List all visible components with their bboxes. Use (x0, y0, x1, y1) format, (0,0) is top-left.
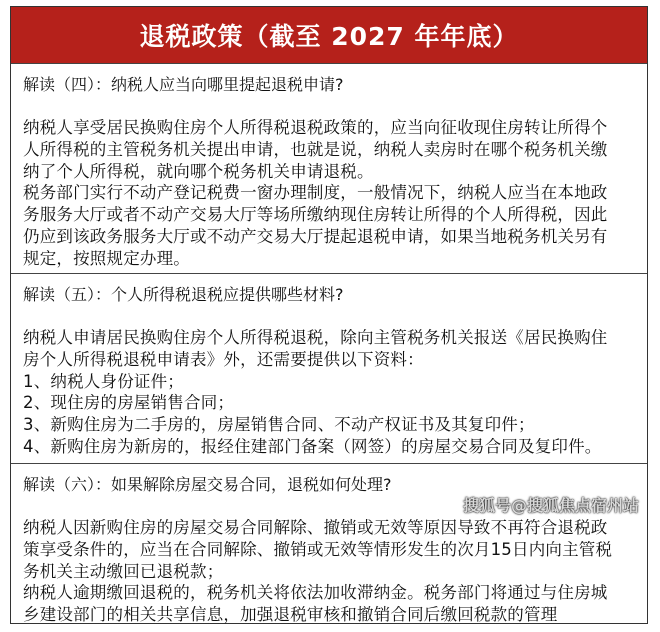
body-line: 纳了个人所得税，就向哪个税务机关申请退税。 (23, 161, 374, 181)
section-question: 解读（六）：如果解除房屋交易合同，退税如何处理? (23, 475, 392, 494)
section-4 (11, 63, 647, 273)
body-line: 纳税人逾期缴回退税的，税务机关将依法加收滞纳金。税务部门将通过与住房城 (23, 583, 608, 603)
section-body (23, 517, 647, 626)
body-line: 2、现住房的房屋销售合同； (23, 393, 235, 413)
body-line: 纳税人因新购住房的房屋交易合同解除、撤销或无效等原因导致不再符合退税政 (23, 518, 608, 537)
body-line: 规定，按照规定办理。 (23, 248, 190, 268)
body-line: 1、纳税人身份证件； (23, 371, 184, 391)
body-line: 策享受条件的，应当在合同解除、撤销或无效等情形发生的次月15日内向主管税 (23, 539, 613, 559)
section-body (23, 327, 647, 458)
body-line: 3、新购住房为二手房的，房屋销售合同、不动产权证书及其复印件； (23, 415, 535, 435)
section-question: 解读（四）：纳税人应当向哪里提起退税申请? (23, 75, 344, 94)
body-line: 人所得税的主管税务机关提出申请，也就是说，纳税人卖房时在哪个税务机关缴 (23, 139, 608, 159)
policy-card (10, 6, 648, 624)
body-line: 4、新购住房为新房的，报经住建部门备案（网签）的房屋交易合同及复印件。 (23, 436, 602, 456)
watermark: 搜狐号@搜狐焦点宿州站 (462, 496, 639, 515)
body-line: 仍应到该政务服务大厅或不动产交易大厅提起退税申请，如果当地税务机关另有 (23, 226, 608, 246)
body-line: 房个人所得税退税申请表》外，还需要提供以下资料： (23, 349, 424, 369)
body-line: 纳税人享受居民换购住房个人所得税退税政策的，应当向征收现住房转让所得个 (23, 118, 608, 137)
section-body (23, 117, 647, 270)
section-6 (11, 463, 647, 625)
body-line: 务服务大厅或者不动产交易大厅等场所缴纳现住房转让所得的个人所得税，因此 (23, 205, 608, 225)
body-line: 纳税人申请居民换购住房个人所得税退税，除向主管税务机关报送《居民换购住 (23, 328, 608, 347)
section-question: 解读（五）：个人所得税退税应提供哪些材料? (23, 285, 344, 304)
page-title: 退税政策（截至 2027 年年底） (11, 7, 647, 63)
body-line: 乡建设部门的相关共享信息，加强退税审核和撤销合同后缴回税款的管理 (23, 605, 558, 625)
body-line: 税务部门实行不动产登记税费一窗办理制度，一般情况下，纳税人应当在本地政 (23, 183, 608, 203)
body-line: 务机关主动缴回已退税款； (23, 561, 224, 581)
section-5 (11, 273, 647, 463)
